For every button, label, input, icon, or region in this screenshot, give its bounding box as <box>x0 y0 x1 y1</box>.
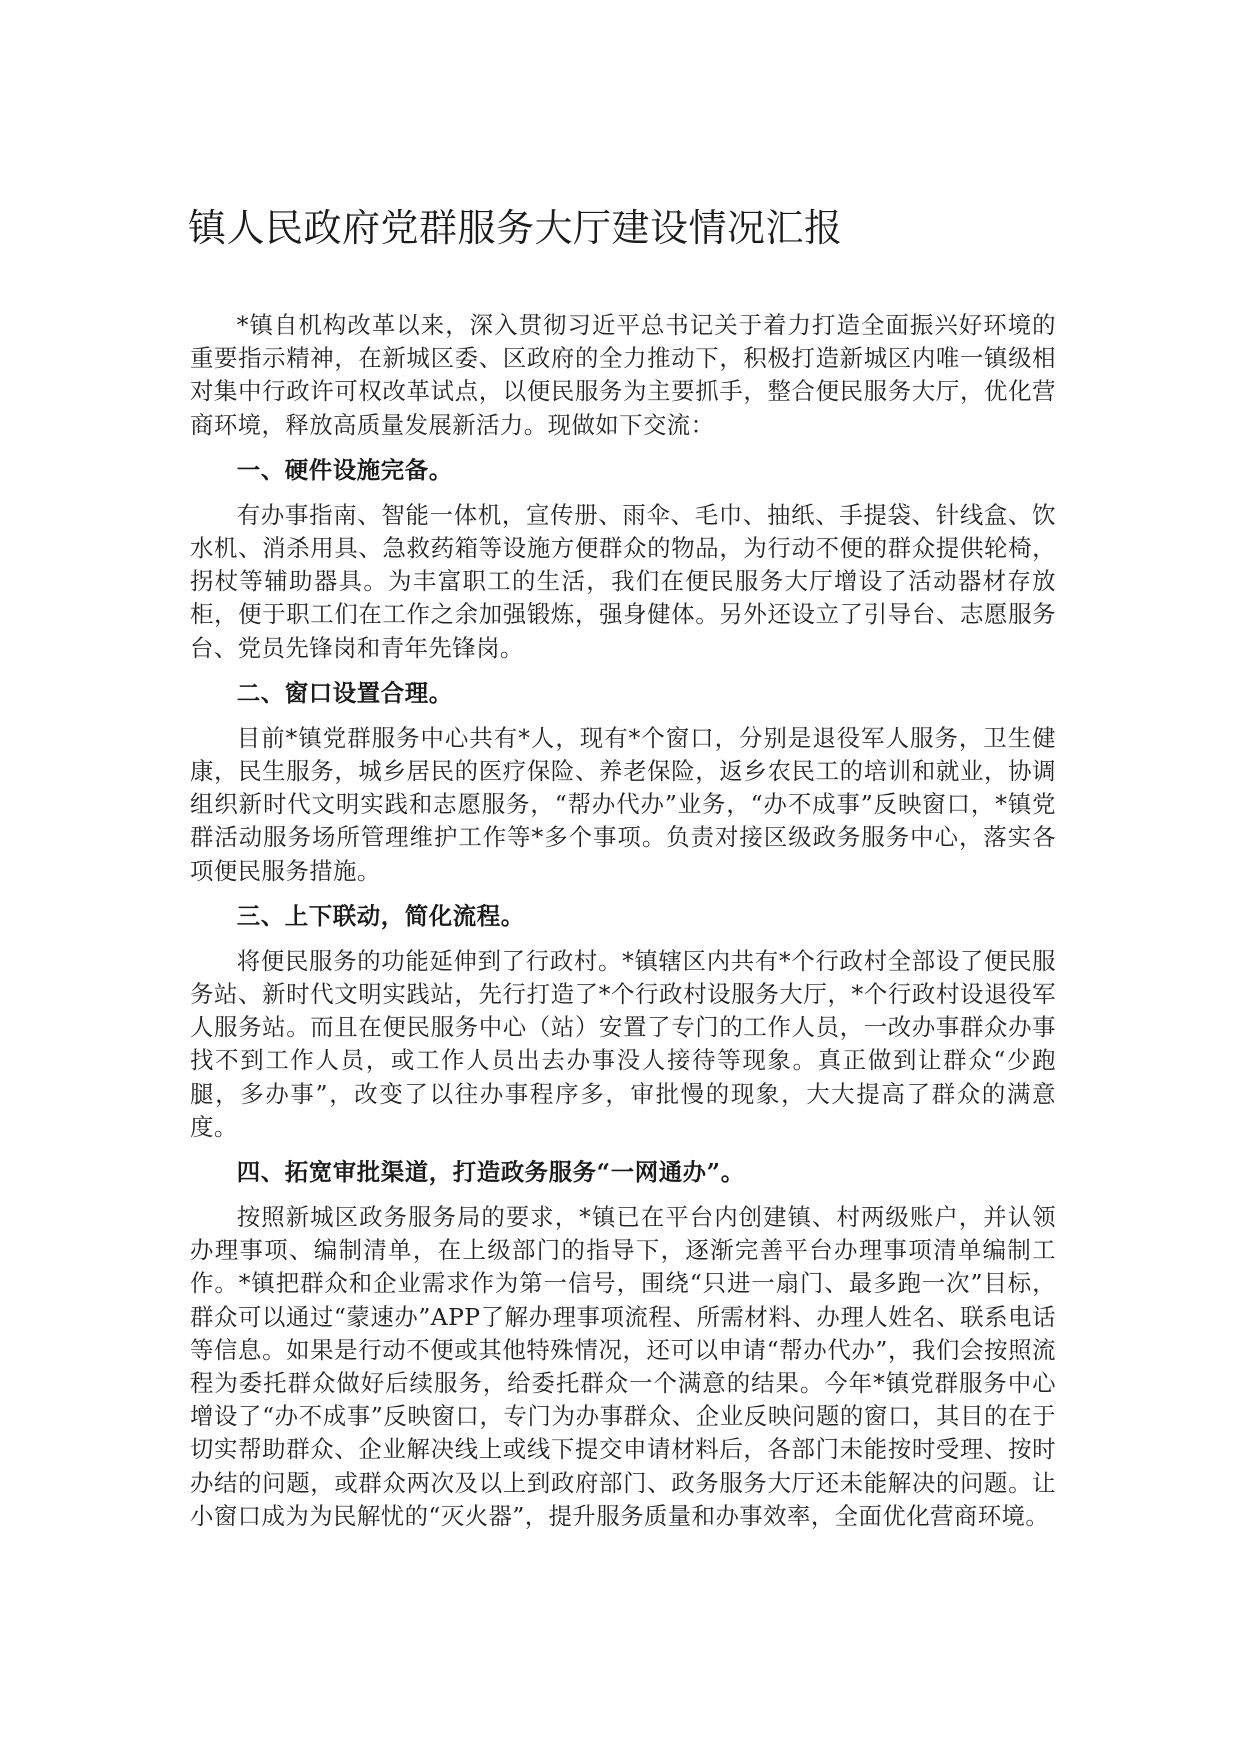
section-paragraph-3: 将便民服务的功能延伸到了行政村。*镇辖区内共有*个行政村全部设了便民服务站、新时代文明实践站，先行打造了*个行政村设服务大厅，*个行政村设退役军人服务站。而且在便民服务中心（站）安置了专门的工作人员，一改办事群众办事找不到工作人员，或工作人员出去办事没人接待等现象。真正做到让群众“少跑腿，多办事”，改变了以往办事程序多，审批慢的现象，大大提高了群众的满意度。 <box>190 946 1056 1141</box>
section-paragraph-1: 有办事指南、智能一体机，宣传册、雨伞、毛巾、抽纸、手提袋、针线盒、饮水机、消杀用具、急救药箱等设施方便群众的物品，为行动不便的群众提供轮椅，拐杖等辅助器具。为丰富职工的生活，我们在便民服务大厅增设了活动器材存放柜，便于职工们在工作之余加强锻炼，强身健体。另外还设立了引导台、志愿服务台、党员先锋岗和青年先锋岗。 <box>190 500 1056 662</box>
document-title: 镇人民政府党群服务大厅建设情况汇报 <box>188 206 843 250</box>
section-paragraph-4: 按照新城区政务服务局的要求，*镇已在平台内创建镇、村两级账户，并认领办理事项、编制清单，在上级部门的指导下，逐渐完善平台办理事项清单编制工作。*镇把群众和企业需求作为第一信号，围绕“只进一扇门、最多跑一次”目标，群众可以通过“蒙速办”APP了解办理事项流程、所需材料、办理人姓名、联系电话等信息。如果是行动不便或其他特殊情况，还可以申请“帮办代办”，我们会按照流程为委托群众做好后续服务，给委托群众一个满意的结果。今年*镇党群服务中心增设了“办不成事”反映窗口，专门为办事群众、企业反映问题的窗口，其目的在于切实帮助群众、企业解决线上或线下提交申请材料后，各部门未能按时受理、按时办结的问题，或群众两次及以上到政府部门、政务服务大厅还未能解决的问题。让小窗口成为为民解忧的“灭火器”，提升服务质量和办事效率，全面优化营商环境。 <box>190 1203 1056 1530</box>
section-heading-3: 三、上下联动，简化流程。 <box>236 901 525 930</box>
section-heading-1: 一、硬件设施完备。 <box>236 455 453 484</box>
intro-paragraph: *镇自机构改革以来，深入贯彻习近平总书记关于着力打造全面振兴好环境的重要指示精神，在新城区委、区政府的全力推动下，积极打造新城区内唯一镇级相对集中行政许可权改革试点，以便民服务为主要抓手，整合便民服务大厅，优化营商环境，释放高质量发展新活力。现做如下交流： <box>190 311 1056 439</box>
document-body <box>190 309 1056 1533</box>
section-heading-4: 四、拓宽审批渠道，打造政务服务“一网通办”。 <box>236 1158 745 1187</box>
section-paragraph-2: 目前*镇党群服务中心共有*人，现有*个窗口，分别是退役军人服务，卫生健康，民生服务，城乡居民的医疗保险、养老保险，返乡农民工的培训和就业，协调组织新时代文明实践和志愿服务，“帮办代办”业务，“办不成事”反映窗口，*镇党群活动服务场所管理维护工作等*多个事项。负责对接区级政务服务中心，落实各项便民服务措施。 <box>190 723 1056 885</box>
section-heading-2: 二、窗口设置合理。 <box>236 678 453 707</box>
